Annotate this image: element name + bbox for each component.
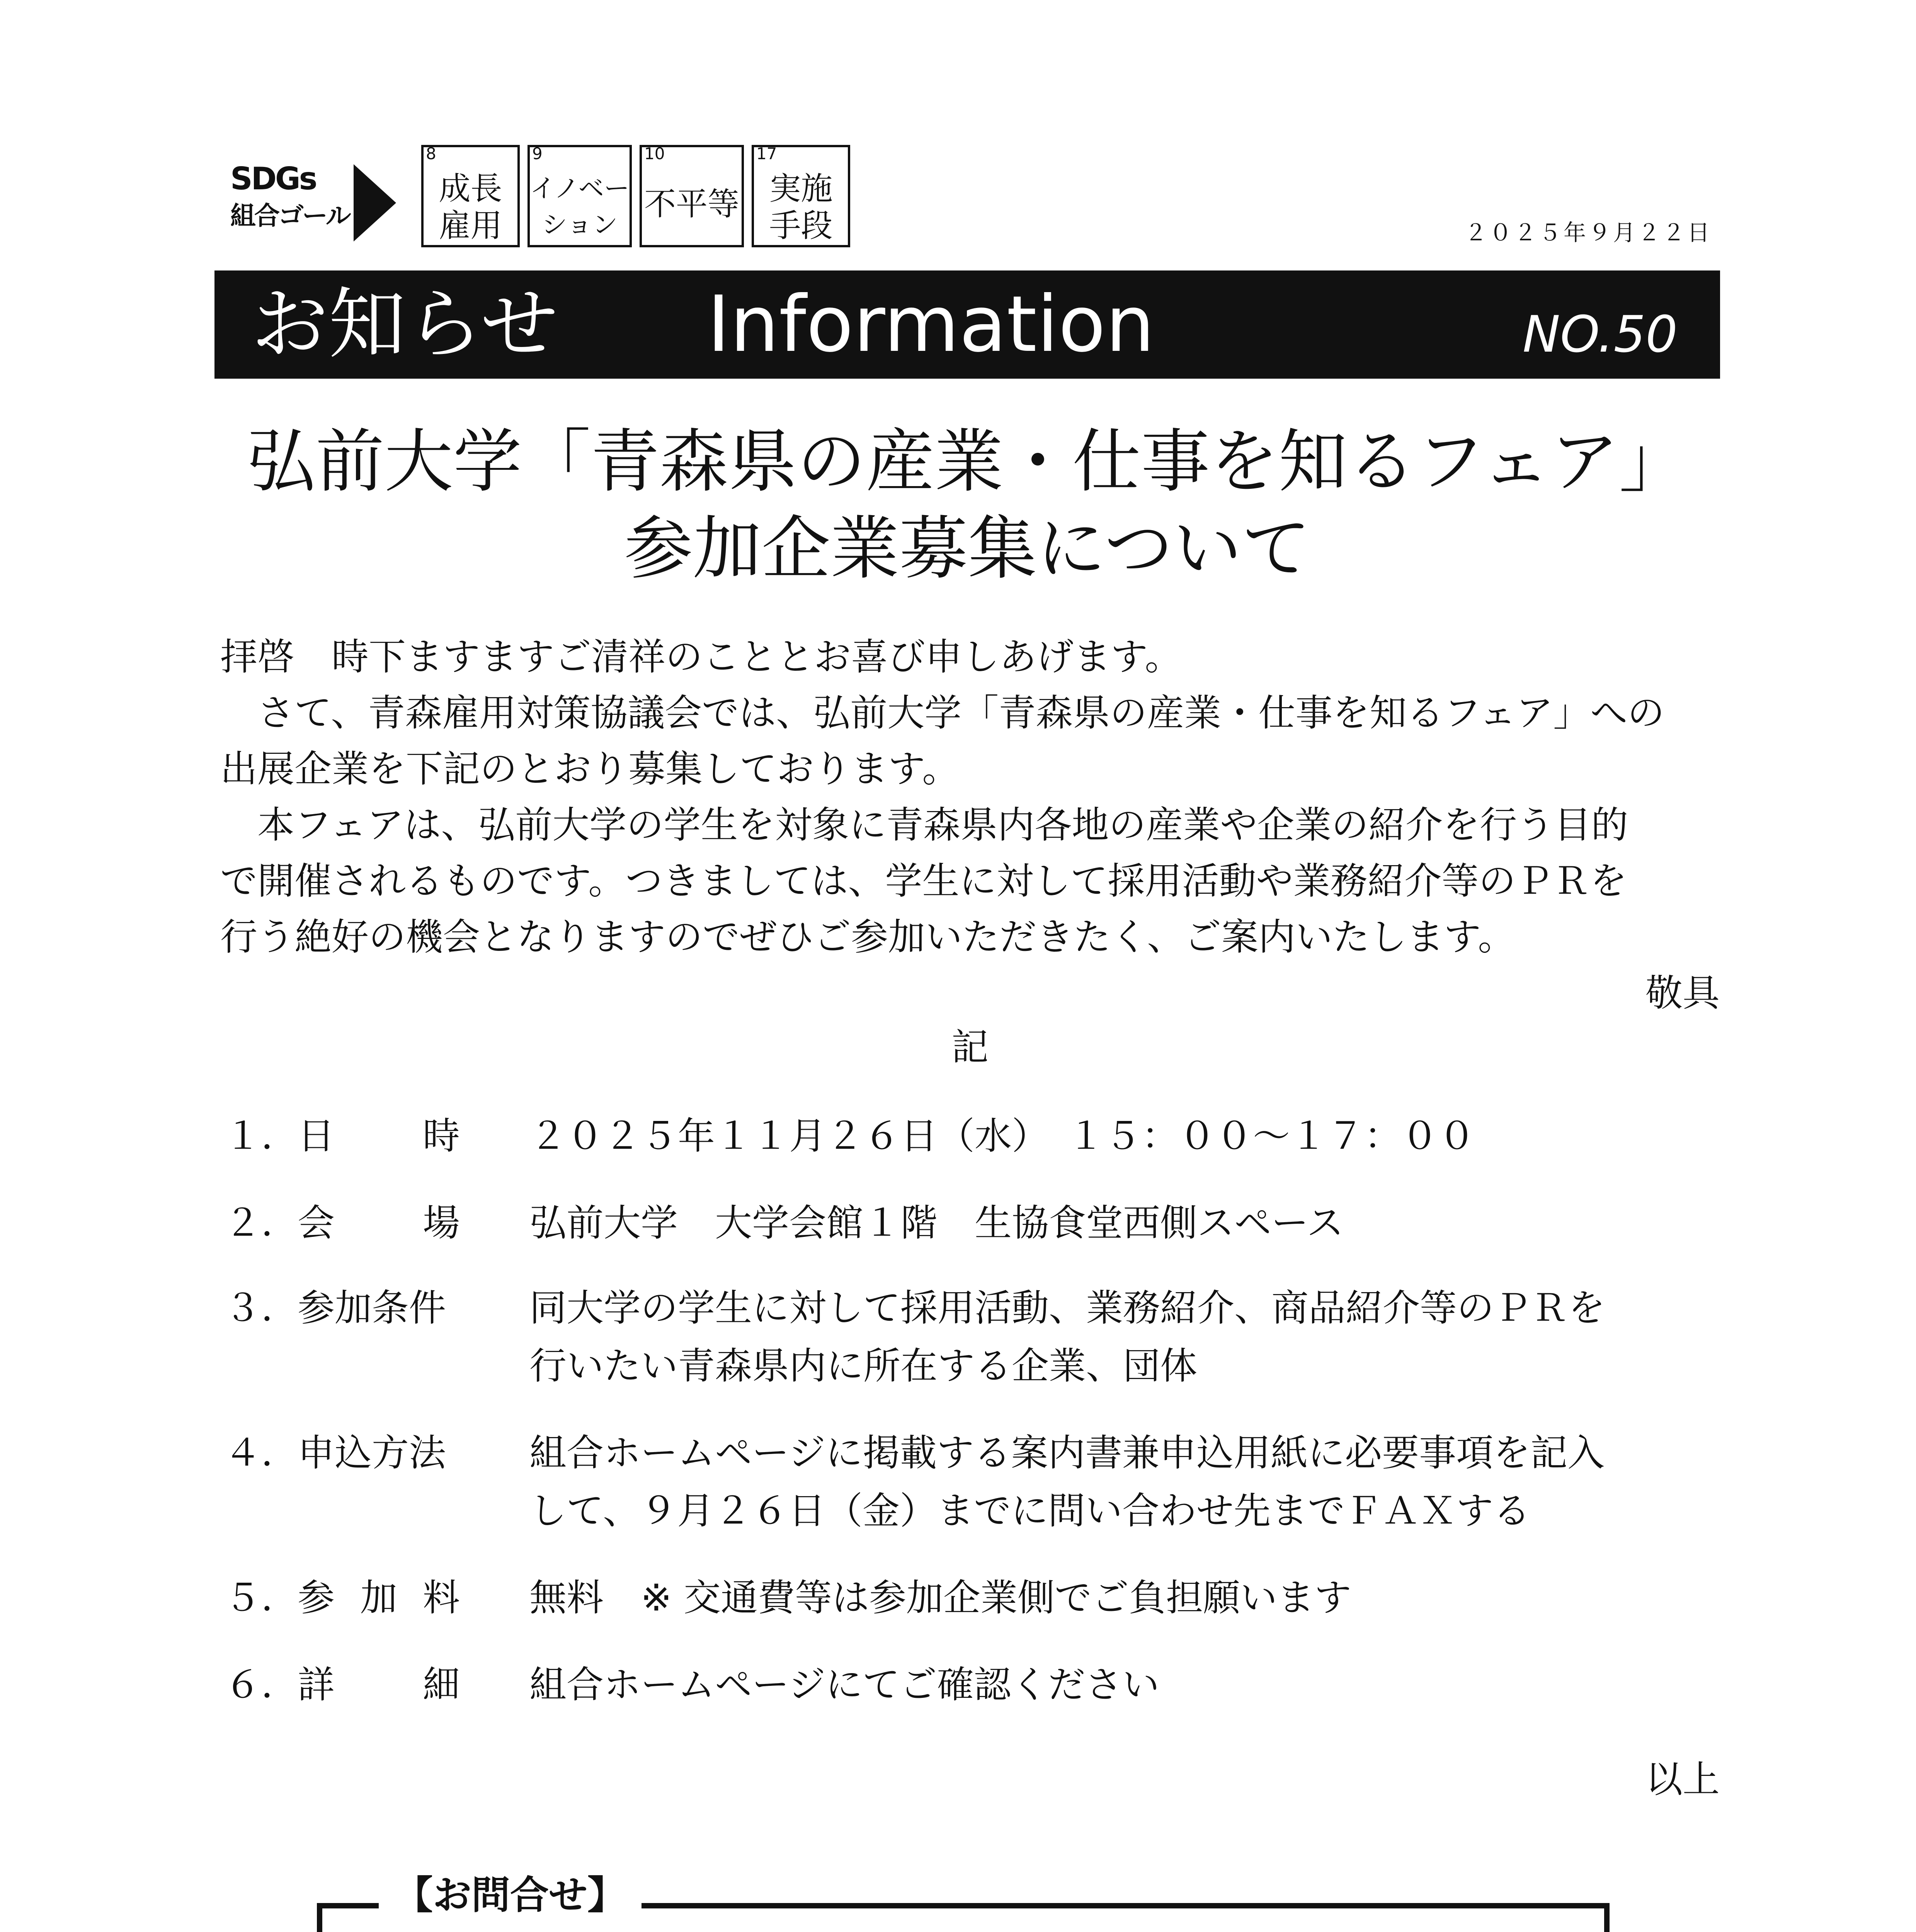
sdg-goal-text: イノベー ション: [530, 173, 630, 240]
sdg-goal-text: 不平等: [644, 186, 739, 223]
paragraph-2-line-3: 行う絶好の機会となりますのでぜひご参加いただきたく、ご案内いたします。: [220, 915, 1515, 959]
item-label: [298, 1575, 460, 1621]
sdg-goal-9: [527, 145, 632, 247]
paragraph-2-line-2: で開催されるものです。つきましては、学生に対して採用活動や業務紹介等のＰＲを: [220, 859, 1627, 903]
paragraph-1-line-2: 出展企業を下記のとおり募集しております。: [220, 747, 960, 791]
item-label-char: 料: [423, 1576, 460, 1619]
ki-heading: 記: [951, 1026, 989, 1069]
item-value: 行いたい青森県内に所在する企業、団体: [529, 1344, 1197, 1388]
item-value: 無料 ※ 交通費等は参加企業側でご負担願います: [529, 1576, 1351, 1619]
banner-issue-number: NO.50: [1522, 305, 1678, 364]
item-label-char: 会: [298, 1201, 335, 1245]
item-number: ５．: [224, 1576, 298, 1619]
item-label-text: 参加条件: [298, 1286, 446, 1330]
item-label: [298, 1662, 460, 1708]
sdg-goal-text: 成長 雇用: [439, 170, 502, 244]
item-label: [298, 1430, 460, 1476]
item-label-char: 詳: [298, 1663, 335, 1706]
item-label-char: 日: [298, 1114, 335, 1158]
closing-ijou: 以上: [1645, 1758, 1720, 1801]
sdg-goal-number: 9: [532, 144, 543, 163]
sdg-goal-8: [421, 145, 520, 247]
issue-date: ２０２５年９月２２日: [1464, 219, 1712, 246]
sdgs-label: [230, 160, 350, 235]
sdg-goal-text: 実施 手段: [769, 170, 833, 244]
item-label-char: 場: [423, 1201, 460, 1245]
contact-title: 【お問合せ】: [379, 1866, 642, 1924]
item-value: 組合ホームページにてご確認ください: [529, 1663, 1160, 1706]
item-number: ３．: [224, 1286, 298, 1330]
document-title-line1: 弘前大学「青森県の産業・仕事を知るフェア」: [247, 422, 1688, 502]
sdg-goal-number: 10: [644, 144, 665, 163]
sdg-goal-number: 17: [756, 144, 777, 163]
sdg-goal-number: 8: [426, 144, 436, 163]
sdgs-label-line1: SDGs: [230, 161, 316, 197]
item-value: 組合ホームページに掲載する案内書兼申込用紙に必要事項を記入: [529, 1431, 1605, 1475]
item-value: 同大学の学生に対して採用活動、業務紹介、商品紹介等のＰＲを: [529, 1286, 1605, 1330]
greeting: 拝啓 時下ますますご清祥のこととお喜び申しあげます。: [220, 635, 1182, 679]
item-label: [298, 1200, 460, 1246]
sdg-goal-17: [752, 145, 850, 247]
item-number: ２．: [224, 1201, 298, 1245]
item-label-char: 細: [423, 1663, 460, 1706]
item-value: して、９月２６日（金）までに問い合わせ先までＦＡＸする: [529, 1489, 1531, 1532]
item-label-text: 申込方法: [298, 1431, 446, 1475]
banner-jp-label: お知らせ: [251, 279, 558, 369]
item-number: ６．: [224, 1663, 298, 1706]
sdgs-label-line2: 組合ゴール: [230, 201, 350, 231]
banner-en-label: Information: [707, 279, 1155, 369]
item-number: ４．: [224, 1431, 298, 1475]
paragraph-2-line-1: 本フェアは、弘前大学の学生を対象に青森県内各地の産業や企業の紹介を行う目的: [220, 803, 1628, 847]
sdg-goal-10: [640, 145, 744, 247]
item-label-char: 時: [423, 1114, 460, 1158]
document-title-line2: 参加企業募集について: [624, 509, 1311, 588]
item-value: 弘前大学 大学会館１階 生協食堂西側スペース: [529, 1201, 1344, 1245]
item-label: [298, 1285, 460, 1331]
triangle-arrow-icon: [354, 164, 396, 242]
item-label: [298, 1113, 460, 1159]
item-label-char: 参: [298, 1576, 335, 1619]
item-label-char: 加: [360, 1576, 397, 1619]
paragraph-1-line-1: さて、青森雇用対策協議会では、弘前大学「青森県の産業・仕事を知るフェア」への: [220, 691, 1665, 735]
item-value: ２０２５年１１月２６日（水） １５：００～１７：００: [529, 1114, 1475, 1158]
item-number: １．: [224, 1114, 298, 1158]
info-banner: [214, 270, 1720, 379]
closing-keigu: 敬具: [1645, 971, 1720, 1015]
